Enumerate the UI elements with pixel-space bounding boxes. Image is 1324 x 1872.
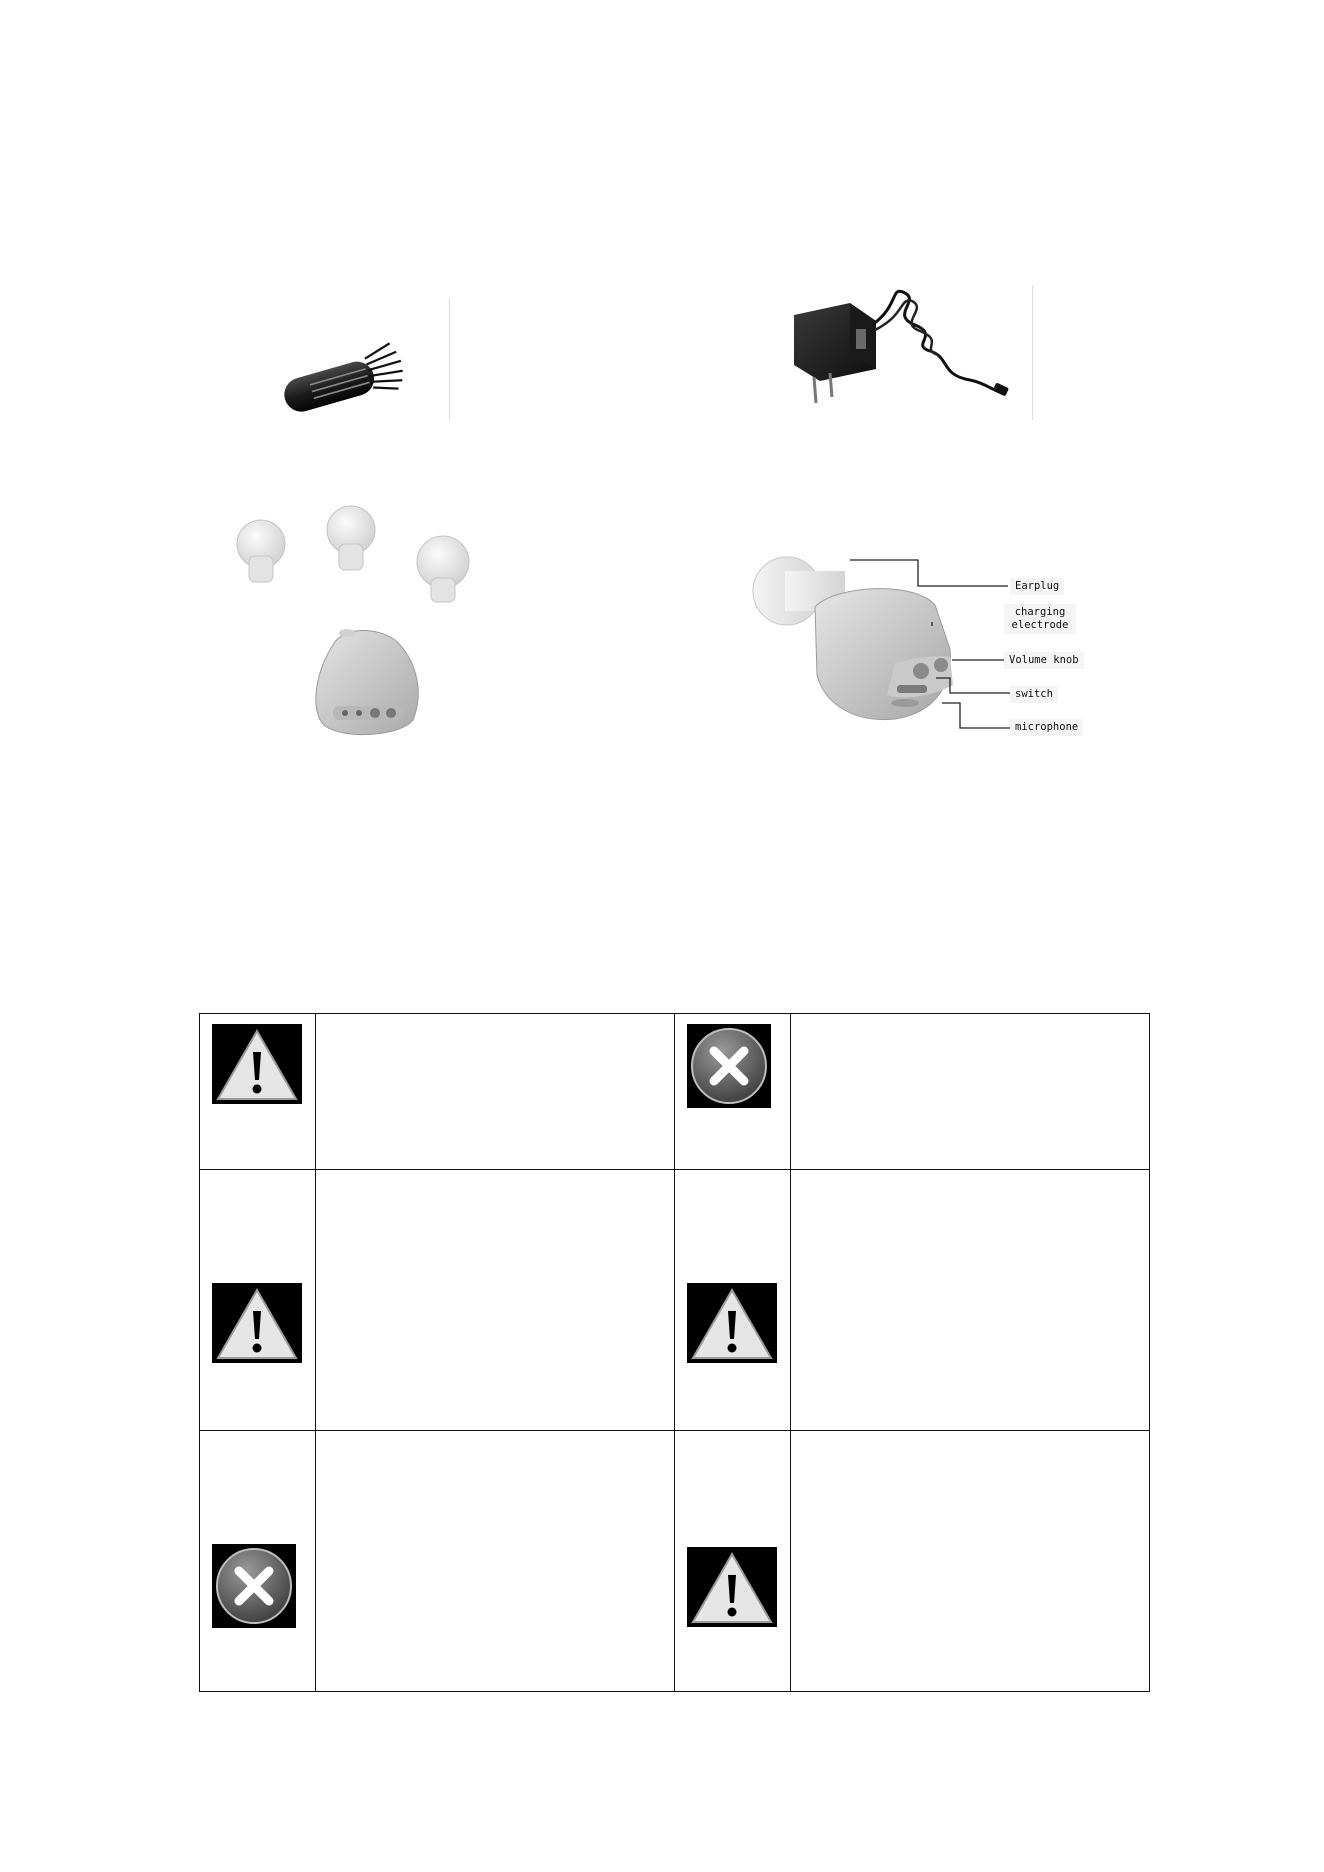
earplug-tips-photo xyxy=(225,500,485,740)
label-volume-knob: Volume knob xyxy=(1004,652,1084,669)
label-switch: switch xyxy=(1010,686,1058,703)
notice-text-cell xyxy=(316,1431,675,1692)
notice-text-cell xyxy=(316,1170,675,1431)
warning-icon xyxy=(687,1547,777,1627)
label-earplug: Earplug xyxy=(1010,578,1064,595)
cleaning-brush-photo xyxy=(270,335,420,425)
icon-cell xyxy=(674,1431,790,1692)
icon-cell xyxy=(674,1170,790,1431)
label-microphone: microphone xyxy=(1010,719,1083,736)
icon-cell xyxy=(200,1431,316,1692)
callout-lines xyxy=(780,550,1020,740)
notice-text-cell xyxy=(791,1170,1150,1431)
charger-photo-edge xyxy=(1032,285,1033,420)
icon-cell xyxy=(200,1170,316,1431)
notice-text-cell xyxy=(791,1431,1150,1692)
warning-icon xyxy=(212,1283,302,1363)
notice-text-cell xyxy=(316,1014,675,1170)
prohibited-icon xyxy=(212,1544,296,1628)
brush-photo-edge xyxy=(449,298,450,420)
warning-icon xyxy=(212,1024,302,1104)
warning-icon xyxy=(687,1283,777,1363)
table-row xyxy=(200,1014,1150,1170)
table-row xyxy=(200,1170,1150,1431)
table-row xyxy=(200,1431,1150,1692)
notice-text-cell xyxy=(791,1014,1150,1170)
label-charging-electrode: charging electrode xyxy=(1004,604,1076,634)
icon-cell xyxy=(674,1014,790,1170)
charger-photo xyxy=(780,285,1020,415)
safety-notice-table xyxy=(199,1013,1150,1692)
prohibited-icon xyxy=(687,1024,771,1108)
icon-cell xyxy=(200,1014,316,1170)
